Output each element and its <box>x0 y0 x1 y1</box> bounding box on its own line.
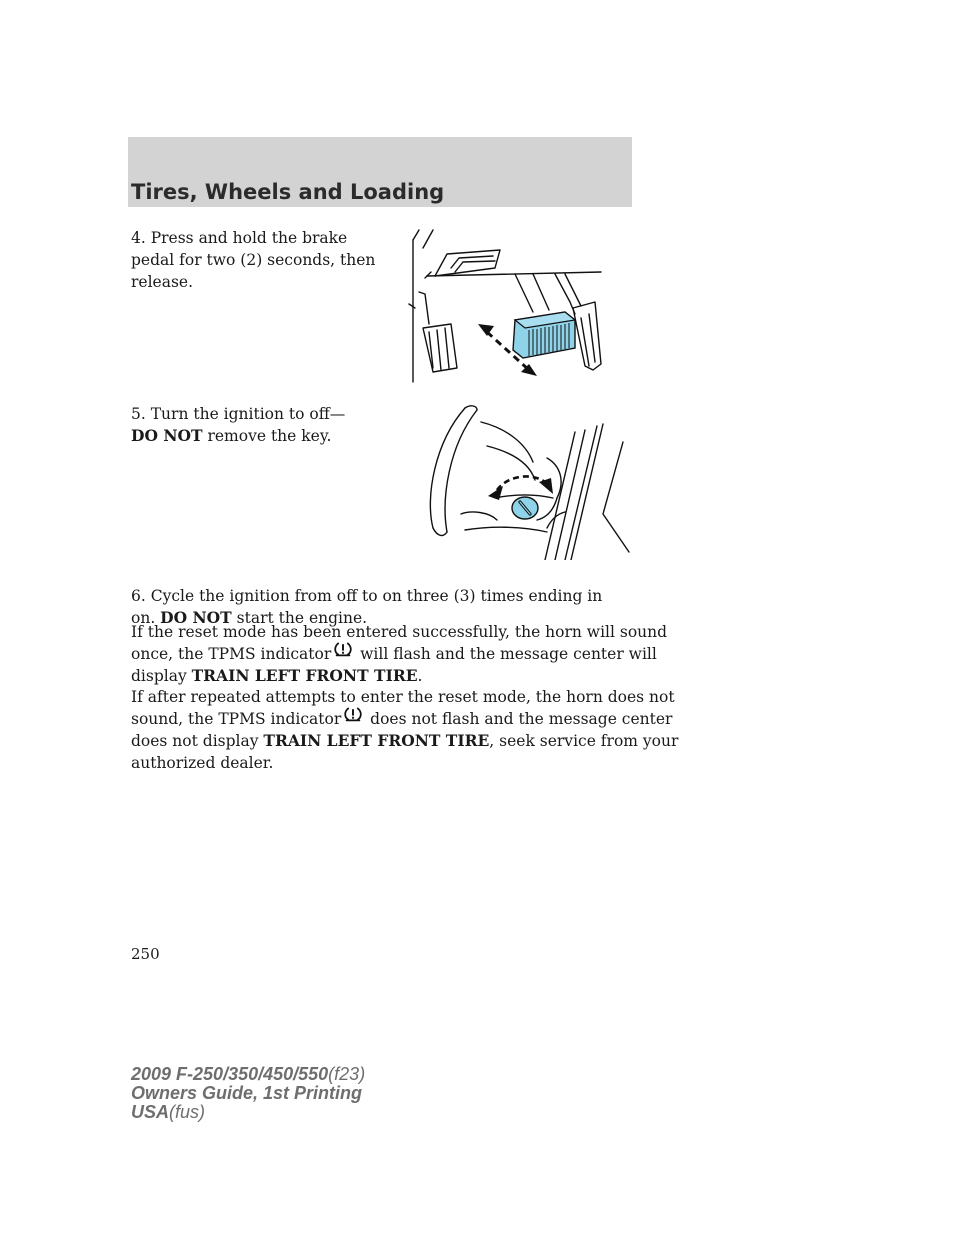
text-line <box>131 730 679 752</box>
footer-line <box>131 1103 365 1122</box>
step-6-text-part: 6. Cycle the ignition from off to on three (3) times ending in on. <box>131 587 603 627</box>
text-line: If the reset mode has been entered successfully, the horn will sound <box>131 623 668 641</box>
footer-code: (f23) <box>328 1064 366 1084</box>
text-fragment: does not flash and the message center <box>365 710 673 728</box>
message-emphasis: TRAIN LEFT FRONT TIRE <box>263 731 490 750</box>
text-line <box>131 643 657 665</box>
footer-line <box>131 1065 365 1084</box>
text-line <box>131 665 611 687</box>
step-5-text <box>131 403 371 447</box>
text-fragment: , seek service from your <box>489 732 679 750</box>
text-line <box>131 708 673 730</box>
footer-line: Owners Guide, 1st Printing <box>131 1083 363 1103</box>
tpms-warning-icon <box>331 641 355 657</box>
text-line: If after repeated attempts to enter the reset mode, the horn does not <box>131 688 675 706</box>
document-footer <box>131 1065 365 1122</box>
step-5-text-part: 5. Turn the ignition to off— <box>131 405 346 423</box>
brake-pedal-illustration <box>405 228 605 384</box>
step-5-text-end: remove the key. <box>202 427 332 445</box>
step-6-text-end: start the engine. <box>231 609 368 627</box>
step-5-emphasis: DO NOT <box>131 426 203 445</box>
failure-paragraph <box>131 686 679 774</box>
text-fragment: does not display <box>131 732 264 750</box>
page-number: 250 <box>131 945 160 963</box>
tpms-warning-icon <box>341 706 365 722</box>
step-4-text: 4. Press and hold the brake pedal for two (2) seconds, then release. <box>131 229 376 291</box>
ignition-key-illustration <box>425 402 630 560</box>
text-fragment: display <box>131 667 192 685</box>
footer-region: USA <box>131 1102 170 1122</box>
text-fragment: . <box>417 667 423 685</box>
section-title: Tires, Wheels and Loading <box>131 180 445 204</box>
footer-model: 2009 F-250/350/450/550 <box>131 1064 329 1084</box>
step-6-emphasis: DO NOT <box>160 608 232 627</box>
footer-region-code: (fus) <box>169 1102 206 1122</box>
text-fragment: once, the TPMS indicator <box>131 645 332 663</box>
text-fragment: will flash and the message center will <box>355 645 657 663</box>
message-emphasis: TRAIN LEFT FRONT TIRE <box>191 666 418 685</box>
success-paragraph <box>131 621 668 687</box>
text-fragment: sound, the TPMS indicator <box>131 710 342 728</box>
text-line: authorized dealer. <box>131 754 274 772</box>
